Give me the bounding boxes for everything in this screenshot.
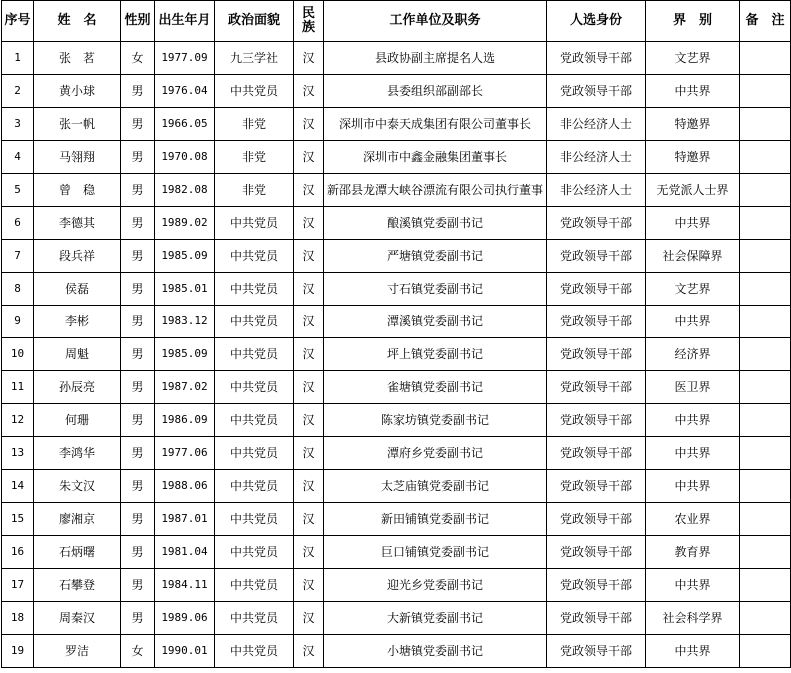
cell-political: 中共党员	[215, 569, 294, 602]
cell-name: 石炳曙	[34, 536, 121, 569]
header-work: 工作单位及职务	[324, 1, 547, 42]
cell-remark	[740, 503, 791, 536]
cell-gender: 男	[121, 107, 155, 140]
cell-work: 深圳市中鑫金融集团董事长	[324, 140, 547, 173]
cell-remark	[740, 437, 791, 470]
cell-gender: 男	[121, 74, 155, 107]
cell-identity: 非公经济人士	[547, 173, 646, 206]
cell-work: 迎光乡党委副书记	[324, 569, 547, 602]
cell-remark	[740, 536, 791, 569]
cell-sector: 特邀界	[646, 140, 740, 173]
cell-name: 周魁	[34, 338, 121, 371]
cell-gender: 男	[121, 601, 155, 634]
cell-remark	[740, 239, 791, 272]
cell-gender: 男	[121, 437, 155, 470]
cell-work: 大新镇党委副书记	[324, 601, 547, 634]
table-row	[2, 503, 791, 536]
header-gender: 性别	[121, 1, 155, 42]
cell-political: 中共党员	[215, 470, 294, 503]
cell-work: 坪上镇党委副书记	[324, 338, 547, 371]
cell-political: 非党	[215, 140, 294, 173]
cell-work: 陈家坊镇党委副书记	[324, 404, 547, 437]
table-row	[2, 338, 791, 371]
header-ethnicity: 民族	[294, 1, 324, 42]
cell-ethnicity: 汉	[294, 239, 324, 272]
cell-identity: 党政领导干部	[547, 404, 646, 437]
cell-name: 曾 稳	[34, 173, 121, 206]
cell-remark	[740, 206, 791, 239]
cell-political: 中共党员	[215, 601, 294, 634]
cell-birth: 1984.11	[155, 569, 215, 602]
cell-name: 段兵祥	[34, 239, 121, 272]
cell-work: 严塘镇党委副书记	[324, 239, 547, 272]
cell-political: 中共党员	[215, 74, 294, 107]
cell-identity: 党政领导干部	[547, 503, 646, 536]
cell-remark	[740, 42, 791, 75]
cell-political: 中共党员	[215, 206, 294, 239]
cell-ethnicity: 汉	[294, 634, 324, 667]
cell-sector: 中共界	[646, 206, 740, 239]
cell-political: 中共党员	[215, 371, 294, 404]
cell-birth: 1977.06	[155, 437, 215, 470]
cell-sector: 经济界	[646, 338, 740, 371]
cell-remark	[740, 569, 791, 602]
cell-identity: 党政领导干部	[547, 601, 646, 634]
header-birth: 出生年月	[155, 1, 215, 42]
cell-ethnicity: 汉	[294, 536, 324, 569]
cell-sector: 文艺界	[646, 272, 740, 305]
cell-political: 中共党员	[215, 239, 294, 272]
cell-identity: 党政领导干部	[547, 437, 646, 470]
cell-ethnicity: 汉	[294, 470, 324, 503]
table-row	[2, 140, 791, 173]
cell-birth: 1981.04	[155, 536, 215, 569]
cell-work: 新邵县龙潭大峡谷漂流有限公司执行董事	[324, 173, 547, 206]
cell-sector: 中共界	[646, 470, 740, 503]
cell-name: 孙辰亮	[34, 371, 121, 404]
cell-political: 九三学社	[215, 42, 294, 75]
cell-gender: 男	[121, 140, 155, 173]
cell-seq: 1	[2, 42, 34, 75]
table-row	[2, 371, 791, 404]
cell-birth: 1988.06	[155, 470, 215, 503]
cell-seq: 11	[2, 371, 34, 404]
cell-name: 朱文汉	[34, 470, 121, 503]
cell-sector: 中共界	[646, 305, 740, 338]
cell-name: 周秦汉	[34, 601, 121, 634]
cell-birth: 1986.09	[155, 404, 215, 437]
table-row	[2, 470, 791, 503]
cell-name: 廖湘京	[34, 503, 121, 536]
header-seq: 序号	[2, 1, 34, 42]
cell-birth: 1976.04	[155, 74, 215, 107]
cell-gender: 男	[121, 536, 155, 569]
cell-ethnicity: 汉	[294, 107, 324, 140]
cell-birth: 1989.02	[155, 206, 215, 239]
cell-seq: 14	[2, 470, 34, 503]
cell-remark	[740, 371, 791, 404]
cell-ethnicity: 汉	[294, 140, 324, 173]
cell-identity: 党政领导干部	[547, 371, 646, 404]
cell-work: 巨口铺镇党委副书记	[324, 536, 547, 569]
cell-work: 太芝庙镇党委副书记	[324, 470, 547, 503]
cell-political: 中共党员	[215, 404, 294, 437]
cell-sector: 中共界	[646, 404, 740, 437]
cell-ethnicity: 汉	[294, 272, 324, 305]
cell-political: 中共党员	[215, 437, 294, 470]
table-row	[2, 74, 791, 107]
cell-birth: 1985.09	[155, 239, 215, 272]
cell-ethnicity: 汉	[294, 569, 324, 602]
table-row	[2, 42, 791, 75]
cell-work: 新田铺镇党委副书记	[324, 503, 547, 536]
header-row	[2, 1, 791, 42]
cell-ethnicity: 汉	[294, 74, 324, 107]
cell-identity: 非公经济人士	[547, 140, 646, 173]
cell-identity: 党政领导干部	[547, 470, 646, 503]
cell-name: 张一帆	[34, 107, 121, 140]
cell-sector: 无党派人士界	[646, 173, 740, 206]
cell-birth: 1989.06	[155, 601, 215, 634]
cell-gender: 女	[121, 634, 155, 667]
cell-remark	[740, 140, 791, 173]
cell-remark	[740, 634, 791, 667]
cell-work: 酿溪镇党委副书记	[324, 206, 547, 239]
cell-ethnicity: 汉	[294, 305, 324, 338]
table-row	[2, 173, 791, 206]
cell-name: 李鸿华	[34, 437, 121, 470]
cell-remark	[740, 601, 791, 634]
cell-gender: 女	[121, 42, 155, 75]
cell-gender: 男	[121, 470, 155, 503]
cell-work: 县委组织部副部长	[324, 74, 547, 107]
table-row	[2, 107, 791, 140]
table-row	[2, 272, 791, 305]
cell-work: 县政协副主席提名人选	[324, 42, 547, 75]
cell-remark	[740, 404, 791, 437]
cell-gender: 男	[121, 305, 155, 338]
cell-birth: 1987.02	[155, 371, 215, 404]
cell-seq: 3	[2, 107, 34, 140]
cell-gender: 男	[121, 371, 155, 404]
cell-political: 中共党员	[215, 634, 294, 667]
table-row	[2, 239, 791, 272]
cell-seq: 17	[2, 569, 34, 602]
cell-gender: 男	[121, 272, 155, 305]
cell-name: 黄小球	[34, 74, 121, 107]
cell-seq: 6	[2, 206, 34, 239]
cell-identity: 党政领导干部	[547, 74, 646, 107]
cell-sector: 教育界	[646, 536, 740, 569]
cell-political: 中共党员	[215, 503, 294, 536]
cell-name: 李彬	[34, 305, 121, 338]
table-body	[2, 42, 791, 668]
cell-identity: 党政领导干部	[547, 634, 646, 667]
cell-name: 马翎翔	[34, 140, 121, 173]
cell-gender: 男	[121, 173, 155, 206]
table-row	[2, 404, 791, 437]
cell-name: 何珊	[34, 404, 121, 437]
cell-seq: 15	[2, 503, 34, 536]
cell-sector: 社会保障界	[646, 239, 740, 272]
cell-identity: 党政领导干部	[547, 42, 646, 75]
cell-seq: 4	[2, 140, 34, 173]
table-row	[2, 569, 791, 602]
cell-name: 石攀登	[34, 569, 121, 602]
header-remark: 备 注	[740, 1, 791, 42]
cell-ethnicity: 汉	[294, 404, 324, 437]
header-name: 姓 名	[34, 1, 121, 42]
cell-seq: 10	[2, 338, 34, 371]
cell-birth: 1966.05	[155, 107, 215, 140]
cell-seq: 9	[2, 305, 34, 338]
cell-work: 寸石镇党委副书记	[324, 272, 547, 305]
cell-birth: 1985.01	[155, 272, 215, 305]
cell-work: 潭府乡党委副书记	[324, 437, 547, 470]
cell-sector: 农业界	[646, 503, 740, 536]
cell-work: 深圳市中泰天成集团有限公司董事长	[324, 107, 547, 140]
cell-ethnicity: 汉	[294, 206, 324, 239]
cell-seq: 12	[2, 404, 34, 437]
cell-political: 非党	[215, 173, 294, 206]
cell-identity: 党政领导干部	[547, 338, 646, 371]
cell-remark	[740, 305, 791, 338]
table-row	[2, 536, 791, 569]
cell-birth: 1990.01	[155, 634, 215, 667]
cell-name: 侯磊	[34, 272, 121, 305]
cell-work: 小塘镇党委副书记	[324, 634, 547, 667]
header-identity: 人选身份	[547, 1, 646, 42]
cell-seq: 2	[2, 74, 34, 107]
cell-remark	[740, 338, 791, 371]
header-sector: 界 别	[646, 1, 740, 42]
cell-sector: 医卫界	[646, 371, 740, 404]
cell-seq: 8	[2, 272, 34, 305]
cell-ethnicity: 汉	[294, 437, 324, 470]
cell-seq: 16	[2, 536, 34, 569]
table-row	[2, 305, 791, 338]
cell-gender: 男	[121, 239, 155, 272]
cell-work: 潭溪镇党委副书记	[324, 305, 547, 338]
cell-birth: 1987.01	[155, 503, 215, 536]
cell-birth: 1985.09	[155, 338, 215, 371]
table-row	[2, 601, 791, 634]
cell-political: 中共党员	[215, 536, 294, 569]
cell-identity: 党政领导干部	[547, 206, 646, 239]
cell-identity: 党政领导干部	[547, 569, 646, 602]
cell-ethnicity: 汉	[294, 601, 324, 634]
cell-sector: 社会科学界	[646, 601, 740, 634]
cell-identity: 党政领导干部	[547, 536, 646, 569]
cell-gender: 男	[121, 338, 155, 371]
cell-remark	[740, 173, 791, 206]
cell-ethnicity: 汉	[294, 503, 324, 536]
cell-birth: 1983.12	[155, 305, 215, 338]
cell-identity: 党政领导干部	[547, 272, 646, 305]
cell-ethnicity: 汉	[294, 371, 324, 404]
cell-identity: 党政领导干部	[547, 239, 646, 272]
cell-ethnicity: 汉	[294, 338, 324, 371]
cell-name: 李德其	[34, 206, 121, 239]
cell-ethnicity: 汉	[294, 173, 324, 206]
table-row	[2, 206, 791, 239]
cell-sector: 中共界	[646, 569, 740, 602]
cell-work: 雀塘镇党委副书记	[324, 371, 547, 404]
cell-birth: 1977.09	[155, 42, 215, 75]
cell-seq: 19	[2, 634, 34, 667]
cell-political: 中共党员	[215, 272, 294, 305]
cell-sector: 中共界	[646, 634, 740, 667]
cell-gender: 男	[121, 206, 155, 239]
cell-name: 张 茗	[34, 42, 121, 75]
cell-sector: 文艺界	[646, 42, 740, 75]
cell-ethnicity: 汉	[294, 42, 324, 75]
cell-gender: 男	[121, 503, 155, 536]
cell-political: 中共党员	[215, 338, 294, 371]
cell-gender: 男	[121, 404, 155, 437]
cell-remark	[740, 272, 791, 305]
cell-sector: 特邀界	[646, 107, 740, 140]
cell-remark	[740, 74, 791, 107]
table-row	[2, 634, 791, 667]
cell-gender: 男	[121, 569, 155, 602]
cell-remark	[740, 107, 791, 140]
cell-sector: 中共界	[646, 437, 740, 470]
cell-seq: 7	[2, 239, 34, 272]
cell-identity: 非公经济人士	[547, 107, 646, 140]
cell-birth: 1970.08	[155, 140, 215, 173]
cell-seq: 18	[2, 601, 34, 634]
cell-name: 罗洁	[34, 634, 121, 667]
table-row	[2, 437, 791, 470]
cell-identity: 党政领导干部	[547, 305, 646, 338]
candidate-table	[1, 0, 791, 668]
cell-birth: 1982.08	[155, 173, 215, 206]
cell-seq: 13	[2, 437, 34, 470]
cell-remark	[740, 470, 791, 503]
cell-political: 非党	[215, 107, 294, 140]
header-political: 政治面貌	[215, 1, 294, 42]
cell-seq: 5	[2, 173, 34, 206]
cell-political: 中共党员	[215, 305, 294, 338]
cell-sector: 中共界	[646, 74, 740, 107]
